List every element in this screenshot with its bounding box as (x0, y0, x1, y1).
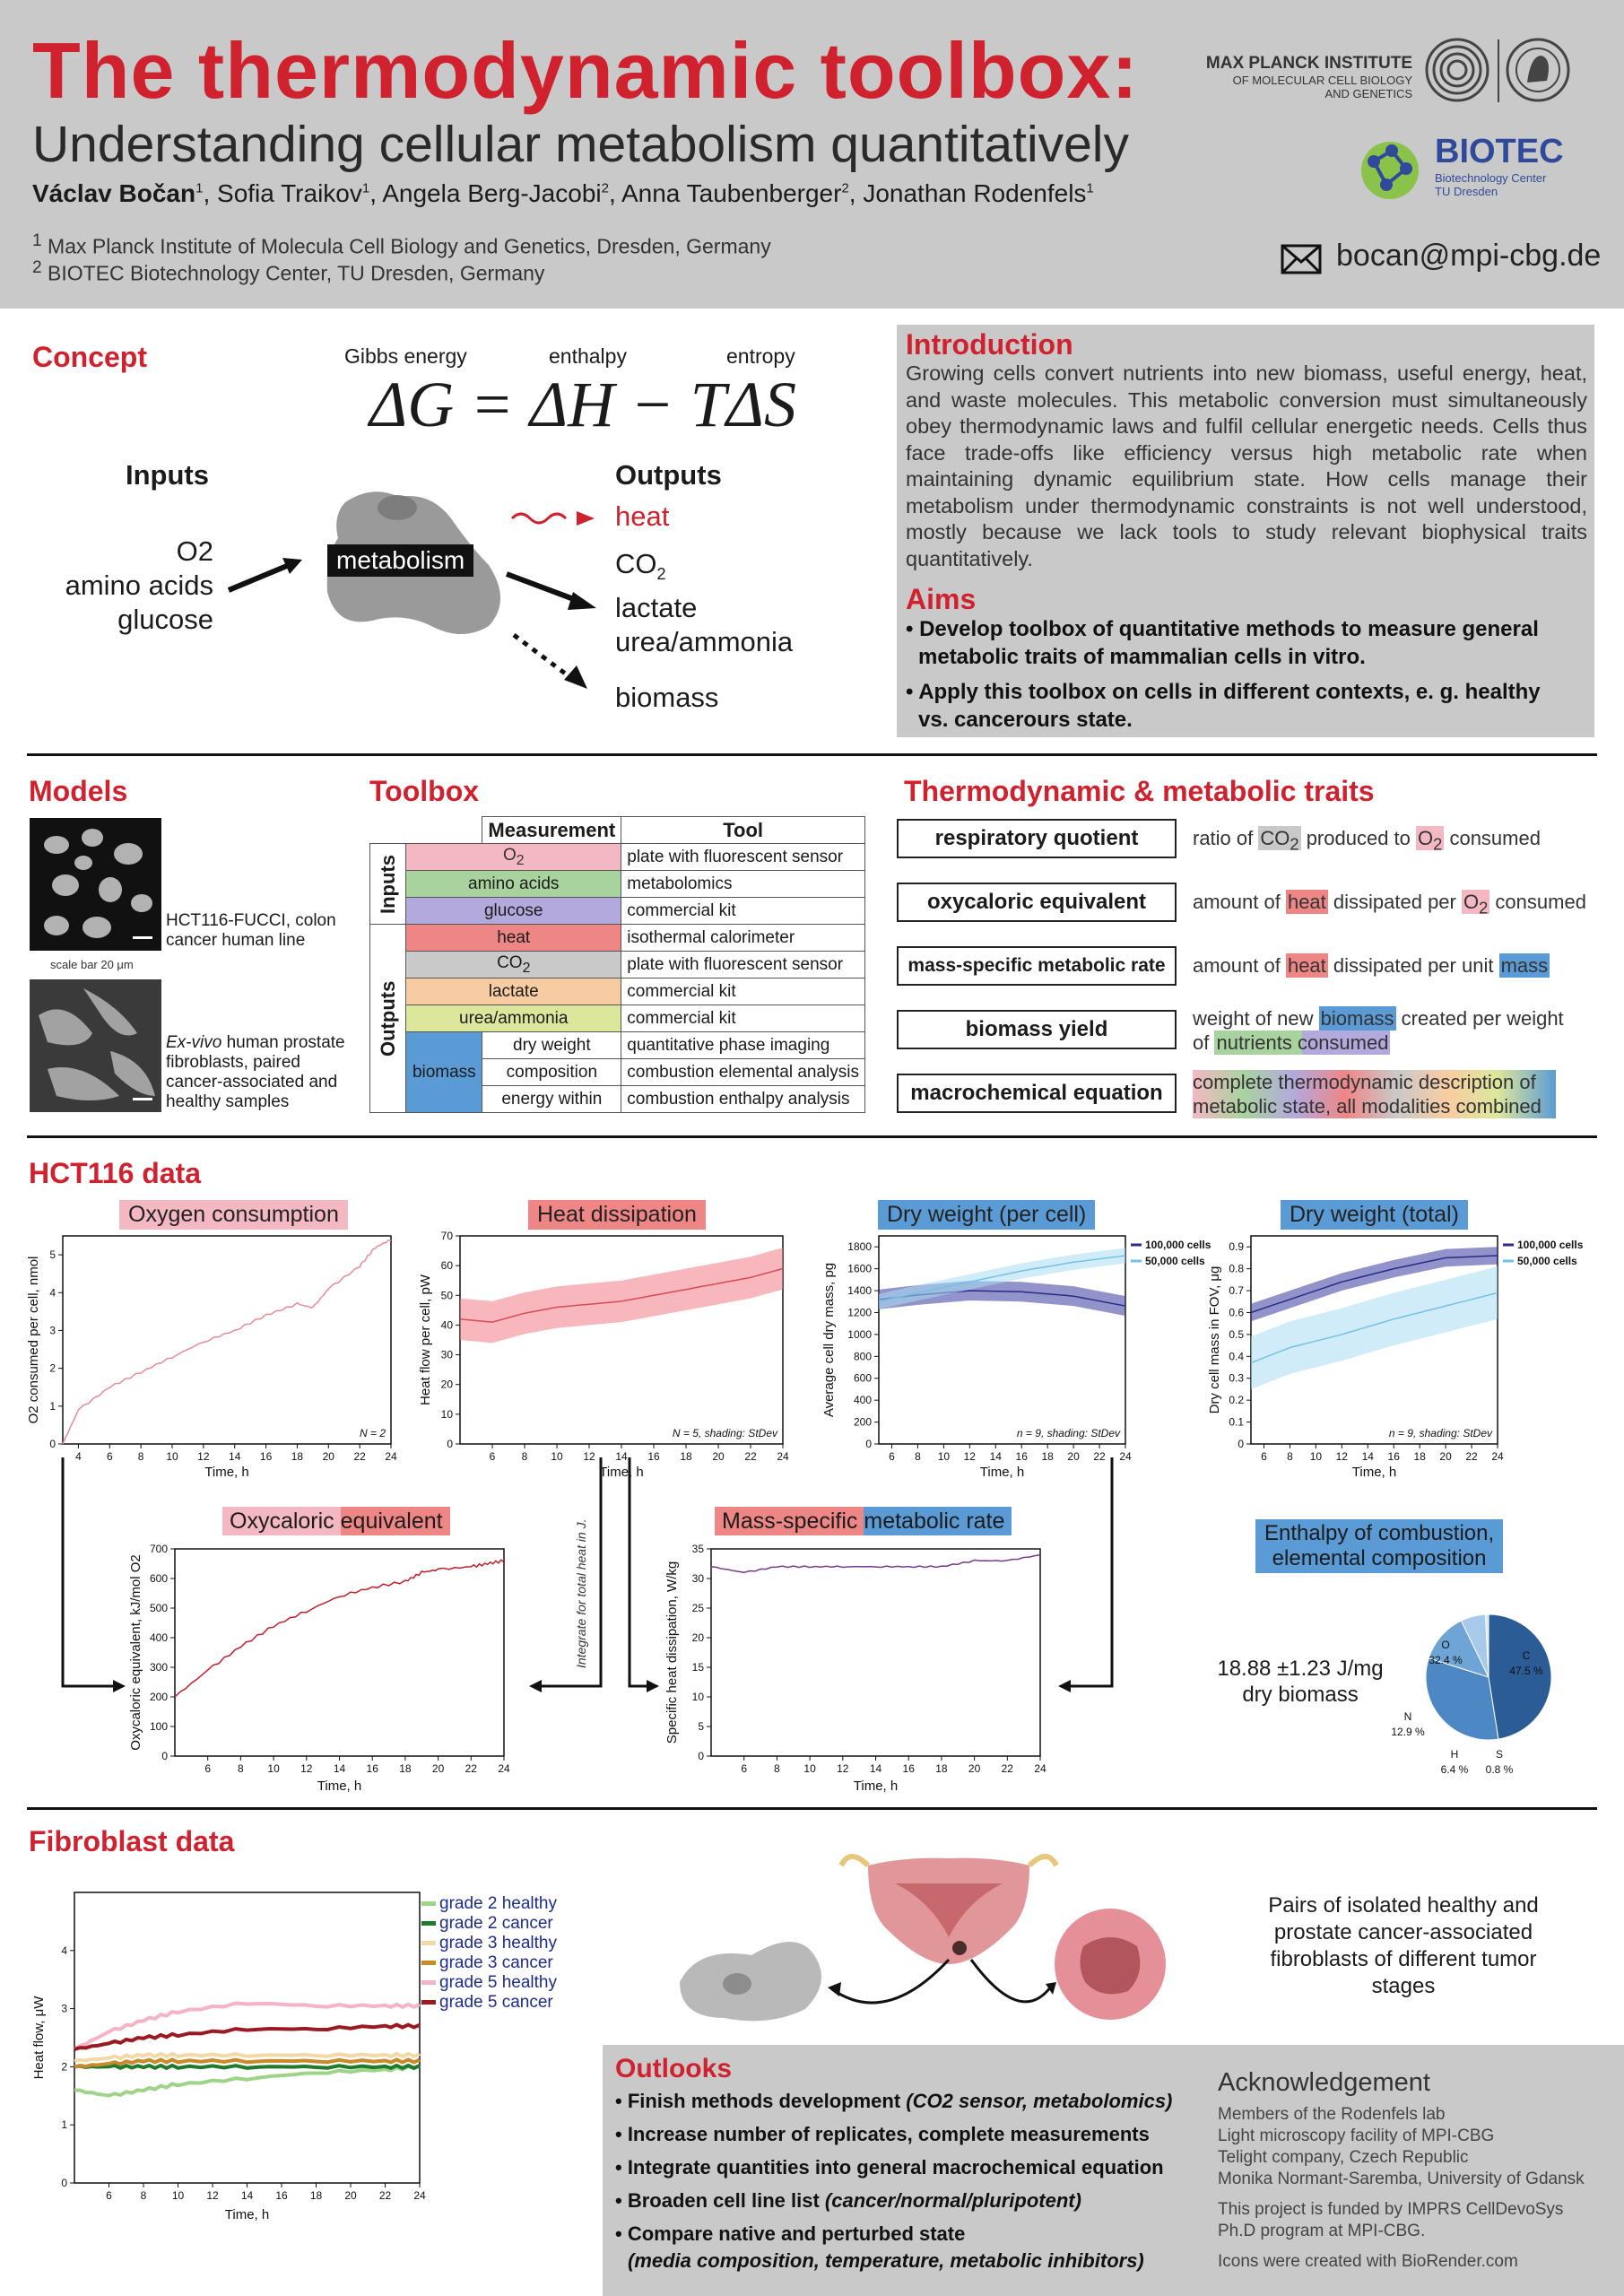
x-tick-label: 24 (1034, 1762, 1046, 1775)
plot-frame (175, 1549, 504, 1756)
x-tick-label: 6 (1261, 1450, 1267, 1463)
y-tick-label: 70 (440, 1230, 453, 1242)
x-tick-label: 18 (291, 1450, 304, 1463)
x-tick-label: 8 (137, 1450, 144, 1463)
trait-desc-macro: complete thermodynamic description of metabolic state, all modalities combined (1193, 1070, 1556, 1118)
x-tick-label: 8 (140, 2189, 147, 2202)
dw-total-plot-title: Dry weight (total) (1281, 1200, 1468, 1230)
pie-label: N 12.9 % (1391, 1710, 1425, 1738)
y-tick-label: 600 (149, 1572, 168, 1585)
y-tick-label: 800 (853, 1350, 872, 1363)
x-tick-label: 24 (777, 1450, 789, 1463)
pie-label: H 6.4 % (1440, 1748, 1469, 1776)
y-axis-label: Heat flow per cell, pW (418, 1274, 433, 1405)
x-tick-label: 20 (1067, 1450, 1080, 1463)
x-tick-label: 24 (1119, 1450, 1132, 1463)
fibro-title: Fibroblast data (29, 1825, 235, 1857)
shading-band (460, 1248, 783, 1343)
legend-swatch (421, 1980, 436, 1985)
col-measurement: Measurement (482, 817, 621, 844)
fibroblast-heat-chart (25, 1882, 429, 2222)
x-tick-label: 22 (465, 1762, 477, 1775)
poster-title: The thermodynamic toolbox: (32, 26, 1139, 115)
fibro-legend (421, 1894, 557, 2013)
concept-diagram (220, 484, 614, 700)
y-tick-label: 0.6 (1229, 1306, 1244, 1319)
concept-title: Concept (32, 341, 147, 373)
x-tick-label: 16 (647, 1450, 660, 1463)
row-co2: $CO_2$ (406, 952, 621, 978)
y-tick-label: 3 (49, 1324, 56, 1337)
models-title: Models (29, 775, 128, 807)
x-tick-label: 8 (915, 1450, 921, 1463)
outlook-item: • Integrate quantities into general macrochemical equation (615, 2156, 1164, 2179)
entropy-label: entropy (726, 344, 795, 368)
shading-band (1251, 1266, 1498, 1389)
outputs-row-label: Outputs (370, 925, 406, 1113)
x-tick-label: 16 (902, 1762, 915, 1775)
x-tick-label: 12 (583, 1450, 595, 1463)
heat-output: heat (615, 500, 670, 532)
author-name: Jonathan Rodenfels (863, 179, 1087, 207)
fibroblast-pairs-text: Pairs of isolated healthy and prostate cancer-associated fibroblasts of different tumor stages (1268, 1893, 1539, 1998)
y-tick-label: 1 (61, 2118, 67, 2132)
hct116-caption: HCT116-FUCCI, colon cancer human line (166, 911, 336, 950)
outlook-list (615, 2088, 1207, 2281)
row-lactate: lactate (406, 978, 621, 1005)
outlook-item: • Compare native and perturbed state (media composition, temperature, metabolic inhibitors) (615, 2222, 1144, 2272)
trait-mass-specific: mass-specific metabolic rate (897, 946, 1177, 986)
y-tick-label: 4 (49, 1286, 56, 1300)
trait-desc-oxy: amount of heat dissipated per $O_2$ consumed (1193, 891, 1586, 918)
hct116-image (30, 818, 161, 951)
x-tick-label: 22 (744, 1450, 757, 1463)
author-name: Sofia Traikov (217, 179, 362, 207)
y-axis-label: Specific heat dissipation, W/kg (664, 1561, 680, 1744)
pie-label: C 47.5 % (1509, 1649, 1543, 1677)
y-tick-label: 0.3 (1229, 1371, 1244, 1385)
metabolism-label: metabolism (327, 544, 473, 577)
x-tick-label: 12 (837, 1762, 849, 1775)
outlook-item: • Finish methods development (CO2 sensor, metabolomics) (615, 2090, 1173, 2112)
x-tick-label: 22 (353, 1450, 366, 1463)
y-tick-label: 600 (853, 1371, 872, 1385)
legend-label: 100,000 cells (1517, 1239, 1584, 1251)
legend-entry: grade 2 healthy (421, 1894, 557, 1914)
x-tick-label: 8 (238, 1762, 244, 1775)
col-tool: Tool (621, 817, 865, 844)
scale-bar-label: scale bar 20 μm (50, 958, 134, 971)
y-tick-label: 1200 (847, 1306, 872, 1319)
x-tick-label: 24 (1491, 1450, 1504, 1463)
x-tick-label: 4 (75, 1450, 82, 1463)
x-tick-label: 12 (300, 1762, 313, 1775)
author-name: Anna Taubenberger (621, 179, 842, 207)
y-tick-label: 5 (698, 1720, 704, 1733)
biomass-output: biomass (615, 682, 719, 713)
outputs-list: $CO_2$ lactate urea/ammonia (615, 548, 794, 658)
y-tick-label: 0.1 (1229, 1415, 1244, 1429)
legend-entry: grade 3 cancer (421, 1953, 557, 1973)
plot-note: N = 5, shading: StDev (672, 1427, 777, 1439)
x-tick-label: 20 (322, 1450, 334, 1463)
oxygen-consumption-chart (25, 1229, 402, 1480)
series-line (711, 1555, 1040, 1573)
y-tick-label: 0 (161, 1750, 168, 1762)
x-tick-label: 8 (1287, 1450, 1293, 1463)
x-tick-label: 10 (551, 1450, 563, 1463)
x-tick-label: 14 (1361, 1450, 1374, 1463)
x-tick-label: 20 (431, 1762, 445, 1775)
row-urea: urea/ammonia (406, 1005, 621, 1032)
intro-text: Growing cells convert nutrients into new biomass, useful energy, heat, and waste molecules. This metabolic conversion must simultaneously obey thermodynamic laws and fulfil cellular energetic needs. Cells thus face trade-offs like efficiency versus high metabolic rate when maintaining dynamic equilibrium state. How cells manage their metabolism under thermodynamic constraints is not well understood, mostly because we lack tools to study relevant biophysical traits quantitatively. (906, 361, 1587, 570)
enthalpy-value: 18.88 ±1.23 J/mg dry biomass (1217, 1657, 1384, 1707)
y-tick-label: 4 (61, 1944, 67, 1957)
affiliation-2: $^2$ BIOTEC Biotechnology Center, TU Dresden, Germany (32, 258, 545, 285)
x-tick-label: 6 (106, 2189, 112, 2202)
x-tick-label: 20 (344, 2189, 357, 2202)
ack-title: Acknowledgement (1218, 2068, 1430, 2097)
y-tick-label: 0.9 (1229, 1240, 1244, 1254)
x-tick-label: 6 (741, 1762, 748, 1775)
x-tick-label: 20 (1439, 1450, 1452, 1463)
aims-title: Aims (906, 583, 977, 615)
mpi-emblem-icon (1421, 36, 1578, 108)
plot-note: n = 9, shading: StDev (1388, 1427, 1492, 1439)
y-tick-label: 30 (691, 1572, 704, 1585)
x-tick-label: 14 (240, 2189, 254, 2202)
x-tick-label: 16 (1387, 1450, 1400, 1463)
integrate-note: Integrate for total heat in J. (574, 1518, 588, 1668)
x-tick-label: 24 (498, 1762, 510, 1775)
affiliation-1: $^1$ Max Planck Institute of Molecula Cell Biology and Genetics, Dresden, Germany (32, 231, 771, 258)
x-axis-label: Time, h (853, 1779, 899, 1794)
y-tick-label: 0 (61, 2177, 67, 2189)
x-tick-label: 16 (259, 1450, 273, 1463)
series-line (63, 1240, 391, 1444)
x-tick-label: 24 (385, 1450, 397, 1463)
row-o2: $O_2$ (406, 844, 621, 871)
x-tick-label: 22 (1001, 1762, 1013, 1775)
x-tick-label: 10 (267, 1762, 280, 1775)
dw-cell-plot-title: Dry weight (per cell) (878, 1200, 1095, 1230)
inputs-title: Inputs (126, 459, 209, 491)
trait-macrochemical: macrochemical equation (897, 1074, 1177, 1113)
pie-label: S 0.8 % (1485, 1748, 1514, 1776)
plot-note: n = 9, shading: StDev (1016, 1427, 1120, 1439)
poster-subtitle: Understanding cellular metabolism quantitatively (32, 116, 1129, 173)
x-tick-label: 18 (1041, 1450, 1054, 1463)
y-axis-label: Dry cell mass in FOV, μg (1207, 1265, 1222, 1414)
ack-list: Members of the Rodenfels lab Light microscopy facility of MPI-CBG Telight company, Czech Republic Monika Normant-Saremba, University of Gdansk This project is funded by IMPRS CellDevoSys Ph.D program at MPI-CBG. Icons were created with BioRender.com (1218, 2105, 1585, 2271)
x-tick-label: 18 (935, 1762, 948, 1775)
row-heat: heat (406, 925, 621, 952)
pie-label: O 32.4 % (1429, 1639, 1463, 1666)
x-tick-label: 18 (680, 1450, 692, 1463)
x-tick-label: 8 (774, 1762, 780, 1775)
y-axis-label: O2 consumed per cell, nmol (26, 1256, 41, 1424)
toolbox-table: Measurement Tool Inputs $O_2$ plate with fluorescent sensor amino acids metabolomics glucose commercial kit Outputs heat isothermal calorimeter $CO_2$ plate with fluorescent sensor lactate commercial kit urea/ammonia commercial kit biomass dry weight quantitative phase imaging composition combustion elemental analysis energy within combustion enthalpy analysis (369, 816, 865, 1113)
y-tick-label: 3 (61, 2002, 67, 2015)
y-tick-label: 700 (149, 1543, 168, 1555)
trait-desc-yield: weight of new biomass created per weight of nutrients consumed (1193, 1007, 1564, 1054)
y-tick-label: 1600 (847, 1262, 872, 1275)
x-tick-label: 16 (275, 2189, 288, 2202)
y-tick-label: 2 (61, 2060, 67, 2074)
trait-oxycaloric: oxycaloric equivalent (897, 883, 1177, 922)
legend-label: 50,000 cells (1517, 1255, 1577, 1267)
x-tick-label: 14 (615, 1450, 628, 1463)
x-tick-label: 18 (399, 1762, 412, 1775)
heat-plot-title: Heat dissipation (528, 1200, 706, 1230)
y-axis-label: Heat flow, μW (31, 1996, 47, 2080)
y-tick-label: 10 (440, 1407, 453, 1421)
legend-entry: grade 3 healthy (421, 1934, 557, 1953)
msr-plot-title: Mass-specific metabolic rate (715, 1509, 1012, 1535)
legend-entry: grade 5 cancer (421, 1993, 557, 2013)
y-tick-label: 0 (49, 1438, 56, 1450)
author-name: Václav Bočan (32, 179, 196, 207)
legend-swatch (421, 1941, 436, 1945)
series-line (175, 1560, 504, 1697)
y-tick-label: 0.5 (1229, 1327, 1244, 1341)
trait-desc-msr: amount of heat dissipated per unit mass (1193, 954, 1549, 977)
x-tick-label: 10 (166, 1450, 178, 1463)
aim-1: • Develop toolbox of quantitative methods to measure general metabolic traits of mammalian cells in vitro. (906, 617, 1539, 669)
y-tick-label: 0.4 (1229, 1350, 1244, 1363)
x-tick-label: 14 (869, 1762, 882, 1775)
x-tick-label: 6 (106, 1450, 113, 1463)
plot-note: N = 2 (359, 1427, 386, 1439)
outlook-item: • Increase number of replicates, complete measurements (615, 2123, 1150, 2145)
row-biomass: biomass (406, 1032, 482, 1113)
x-tick-label: 14 (229, 1450, 241, 1463)
biotec-logo-text: BIOTEC Biotechnology Center TU Dresden (1435, 133, 1564, 198)
email-link[interactable]: bocan@mpi-cbg.de (1336, 239, 1602, 273)
y-tick-label: 200 (853, 1415, 872, 1429)
y-tick-label: 10 (691, 1691, 704, 1703)
y-tick-label: 0 (698, 1750, 704, 1762)
trait-desc-rq: ratio of $CO_2$ produced to $O_2$ consumed (1193, 827, 1541, 854)
divider-3 (27, 1807, 1597, 1810)
y-tick-label: 0.8 (1229, 1262, 1244, 1275)
fibroblast-image (30, 979, 161, 1112)
x-axis-label: Time, h (224, 2207, 270, 2222)
y-tick-label: 300 (149, 1661, 168, 1674)
y-tick-label: 60 (440, 1259, 453, 1273)
mpi-logo-text: MAX PLANCK INSTITUTE OF MOLECULAR CELL BIOLOGY AND GENETICS (1205, 54, 1412, 100)
series-line (74, 2066, 420, 2068)
x-tick-label: 24 (413, 2189, 426, 2202)
y-tick-label: 5 (49, 1248, 56, 1262)
y-tick-label: 35 (691, 1543, 704, 1555)
legend-swatch (421, 2000, 436, 2005)
elemental-composition-pie (1391, 1605, 1578, 1785)
fibroblast-caption: Ex-vivo human prostate fibroblasts, paired cancer-associated and healthy samples (166, 1033, 345, 1111)
y-tick-label: 0 (865, 1438, 872, 1450)
y-axis-label: Oxycaloric equivalent, kJ/mol O2 (128, 1554, 143, 1751)
divider-2 (27, 1135, 1597, 1138)
inputs-list: O2 amino acids glucose (65, 535, 213, 635)
x-tick-label: 6 (204, 1762, 212, 1775)
oxycaloric-plot-title: Oxycaloric equivalent (222, 1509, 450, 1535)
y-tick-label: 40 (440, 1318, 453, 1332)
gibbs-label: Gibbs energy (344, 344, 467, 368)
x-tick-label: 16 (1015, 1450, 1028, 1463)
aim-2: • Apply this toolbox on cells in different contexts, e. g. healthy vs. cancerours state. (906, 680, 1541, 732)
series-line (74, 2025, 420, 2049)
x-axis-label: Time, h (979, 1465, 1025, 1480)
hct-title: HCT116 data (29, 1157, 202, 1189)
legend-label: 50,000 cells (1145, 1255, 1205, 1267)
x-tick-label: 12 (197, 1450, 210, 1463)
x-tick-label: 10 (937, 1450, 951, 1463)
series-line (74, 2066, 420, 2096)
trait-respiratory-quotient: respiratory quotient (897, 819, 1177, 858)
x-tick-label: 18 (1413, 1450, 1426, 1463)
y-tick-label: 15 (691, 1661, 704, 1674)
x-tick-label: 22 (1093, 1450, 1106, 1463)
x-tick-label: 12 (1335, 1450, 1348, 1463)
x-tick-label: 22 (1465, 1450, 1478, 1463)
y-tick-label: 400 (149, 1631, 168, 1644)
y-tick-label: 0.2 (1229, 1394, 1244, 1407)
x-tick-label: 10 (1309, 1450, 1323, 1463)
y-tick-label: 500 (149, 1602, 168, 1614)
outlooks-title: Outlooks (615, 2054, 733, 2083)
outlook-item: • Broaden cell line list (cancer/normal/pluripotent) (615, 2189, 1081, 2212)
x-tick-label: 14 (989, 1450, 1002, 1463)
y-tick-label: 20 (691, 1631, 704, 1644)
mass-specific-rate-chart (662, 1538, 1047, 1794)
fibroblast-illustration (662, 1848, 1164, 2063)
x-tick-label: 6 (489, 1450, 496, 1463)
oxycaloric-equivalent-chart (126, 1538, 511, 1794)
plot-frame (711, 1549, 1040, 1756)
tool-o2: plate with fluorescent sensor (621, 844, 865, 871)
x-tick-label: 16 (366, 1762, 378, 1775)
envelope-icon (1281, 244, 1322, 274)
y-tick-label: 2 (49, 1361, 56, 1375)
legend-label: 100,000 cells (1145, 1239, 1211, 1251)
x-tick-label: 20 (968, 1762, 981, 1775)
x-axis-label: Time, h (1351, 1465, 1397, 1480)
inputs-row-label: Inputs (370, 844, 406, 925)
y-tick-label: 1000 (847, 1327, 872, 1341)
author-name: Angela Berg-Jacobi (382, 179, 602, 207)
biotec-logo-icon (1356, 135, 1426, 203)
toolbox-title: Toolbox (369, 775, 480, 807)
x-axis-label: Time, h (317, 1779, 362, 1794)
legend-swatch (421, 1921, 436, 1926)
legend-entry: grade 5 healthy (421, 1973, 557, 1993)
y-tick-label: 200 (149, 1691, 168, 1703)
y-tick-label: 1800 (847, 1240, 872, 1254)
x-tick-label: 12 (963, 1450, 976, 1463)
y-tick-label: 0 (447, 1438, 453, 1450)
enthalpy-label: enthalpy (549, 344, 627, 368)
outputs-title: Outputs (615, 459, 722, 491)
x-tick-label: 6 (889, 1450, 895, 1463)
x-tick-label: 22 (378, 2189, 392, 2202)
x-tick-label: 10 (803, 1762, 816, 1775)
x-tick-label: 10 (171, 2189, 185, 2202)
divider-1 (27, 753, 1597, 756)
traits-title: Thermodynamic & metabolic traits (904, 775, 1375, 807)
y-tick-label: 100 (149, 1720, 168, 1733)
x-axis-label: Time, h (204, 1465, 249, 1480)
y-tick-label: 0 (1238, 1438, 1244, 1450)
dry-weight-cell-chart (821, 1229, 1229, 1480)
plot-frame (63, 1236, 391, 1444)
y-tick-label: 20 (440, 1378, 453, 1391)
y-tick-label: 50 (440, 1289, 453, 1302)
dry-weight-total-chart (1206, 1229, 1614, 1480)
y-tick-label: 25 (691, 1602, 704, 1614)
y-axis-label: Average cell dry mass, pg (821, 1262, 837, 1418)
x-tick-label: 14 (333, 1762, 346, 1775)
x-tick-label: 12 (206, 2189, 219, 2202)
x-axis-label: Time, h (599, 1465, 644, 1480)
legend-swatch (421, 1961, 436, 1965)
enthalpy-title: Enthalpy of combustion, elemental composition (1255, 1519, 1503, 1573)
x-tick-label: 18 (309, 2189, 323, 2202)
intro-title: Introduction (906, 328, 1073, 361)
gibbs-equation: ΔG = ΔH − TΔS (369, 369, 796, 440)
y-tick-label: 1 (49, 1399, 56, 1413)
oxygen-plot-title: Oxygen consumption (119, 1200, 348, 1230)
heat-dissipation-chart (417, 1229, 794, 1480)
trait-biomass-yield: biomass yield (897, 1010, 1177, 1049)
row-glucose: glucose (406, 898, 621, 925)
x-tick-label: 20 (712, 1450, 725, 1463)
y-tick-label: 400 (853, 1394, 872, 1407)
y-tick-label: 0.7 (1229, 1284, 1244, 1298)
x-tick-label: 8 (521, 1450, 528, 1463)
author-list: Václav Bočan$^1$, Sofia Traikov$^1$, Angela Berg-Jacobi$^2$, Anna Taubenberger$^2$, Jonathan Rodenfels$^1$ (32, 179, 1094, 207)
y-tick-label: 1400 (847, 1284, 872, 1298)
legend-swatch (421, 1901, 436, 1906)
legend-entry: grade 2 cancer (421, 1914, 557, 1934)
row-amino: amino acids (406, 871, 621, 898)
y-tick-label: 30 (440, 1348, 453, 1361)
